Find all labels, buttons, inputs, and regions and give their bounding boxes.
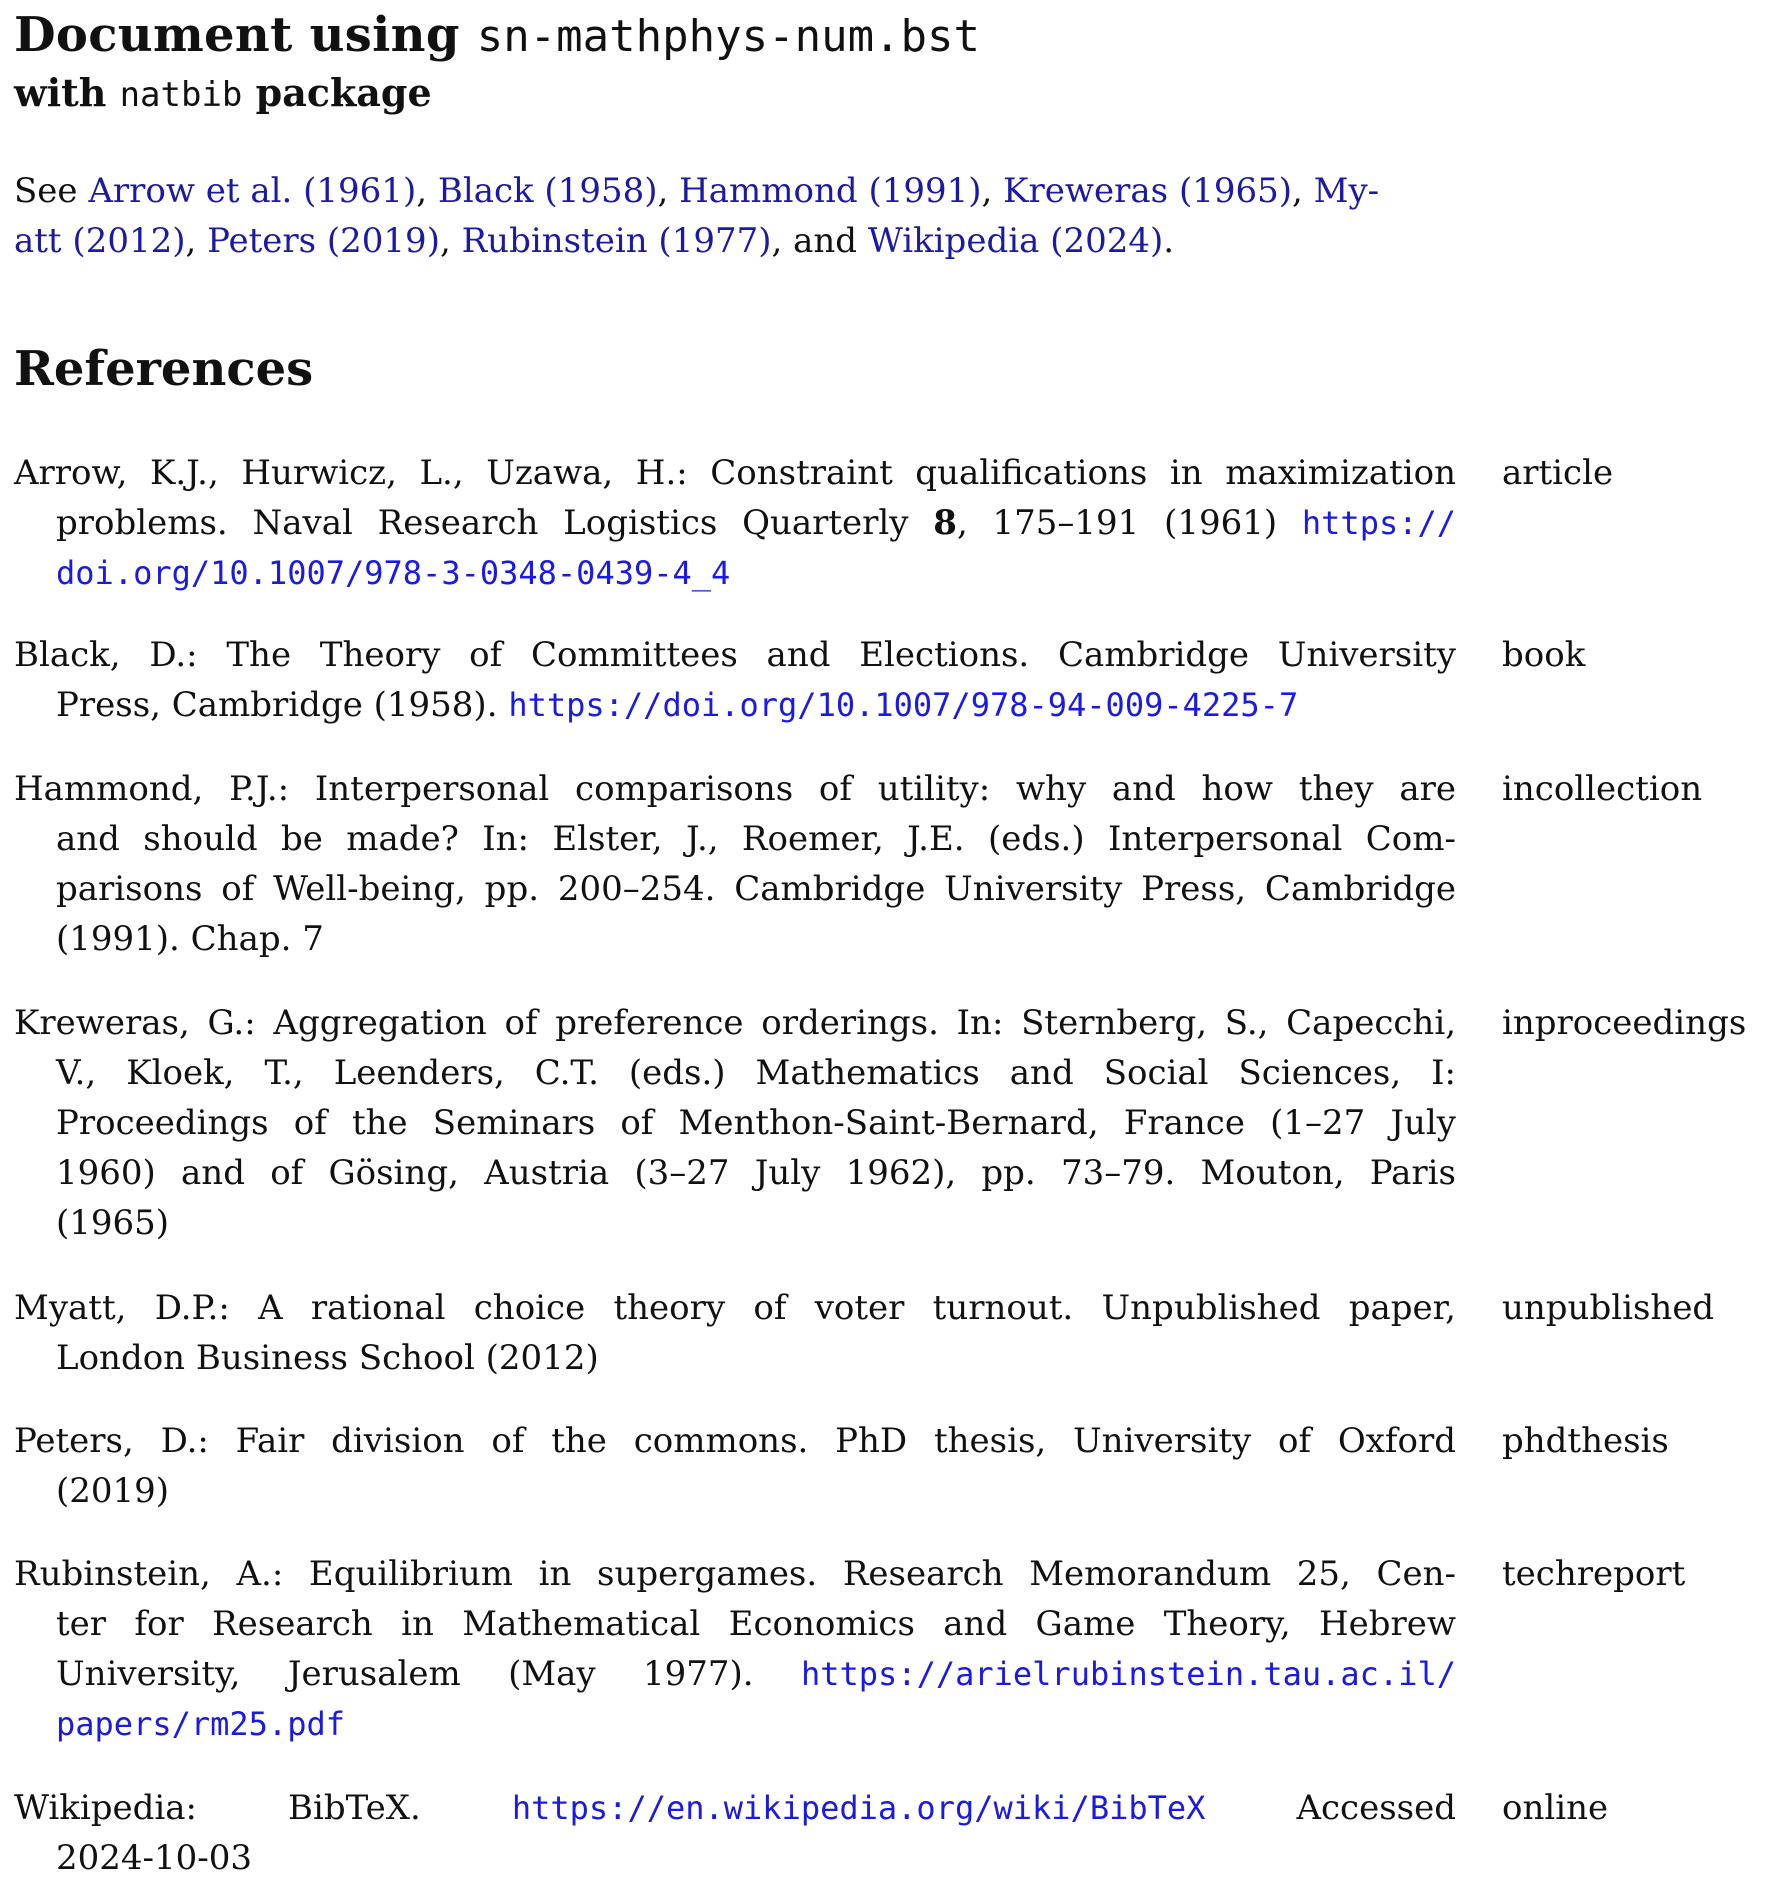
entry-type-label: book <box>1502 635 1586 675</box>
reference-line: Peters, D.: Fair division of the commons. PhD thesis, University of Oxford <box>14 1421 1456 1461</box>
reference-line: problems. Naval Research Logistics Quarterly 8, 175–191 (1961) https:// <box>56 503 1457 543</box>
reference-text <box>14 1549 1456 1749</box>
entry-type-label: incollection <box>1502 769 1703 809</box>
reference-rubinstein <box>14 1549 1754 1749</box>
reference-url-part2[interactable]: doi.org/10.1007/978-3-0348-0439-4_4 <box>56 554 731 592</box>
reference-kreweras <box>14 998 1754 1248</box>
entry-type-label: phdthesis <box>1502 1421 1669 1461</box>
reference-text <box>14 998 1456 1248</box>
citation-myatt-part2[interactable]: att (2012) <box>14 221 186 261</box>
citation-black[interactable]: Black (1958) <box>437 171 658 211</box>
reference-line: 2024-10-03 <box>56 1838 253 1878</box>
reference-line: Myatt, D.P.: A rational choice theory of voter turnout. Unpublished paper, <box>14 1288 1456 1328</box>
reference-line: and should be made? In: Elster, J., Roemer, J.E. (eds.) Interpersonal Com- <box>56 819 1456 859</box>
entry-type-label: online <box>1502 1788 1609 1828</box>
entry-type-label: article <box>1502 453 1614 493</box>
reference-line: University, Jerusalem (May 1977). https://arielrubinstein.tau.ac.il/ <box>56 1654 1456 1694</box>
entry-type-label: techreport <box>1502 1554 1686 1594</box>
entry-type-label: unpublished <box>1502 1288 1715 1328</box>
reference-line: (1965) <box>56 1203 170 1243</box>
reference-line <box>14 1699 1456 1749</box>
reference-line: Press, Cambridge (1958). https://doi.org/10.1007/978-94-009-4225-7 <box>56 685 1299 725</box>
entry-type-label: inproceedings <box>1502 1003 1747 1043</box>
reference-line: 1960) and of Gösing, Austria (3–27 July 1962), pp. 73–79. Mouton, Paris <box>56 1153 1456 1193</box>
reference-text <box>14 1416 1456 1516</box>
reference-peters <box>14 1416 1754 1516</box>
reference-url-part1[interactable]: https:// <box>1301 504 1457 542</box>
reference-line <box>14 548 1456 598</box>
citation-hammond[interactable]: Hammond (1991) <box>679 171 982 211</box>
reference-arrow <box>14 448 1754 598</box>
reference-line: (2019) <box>56 1471 170 1511</box>
reference-url-part1[interactable]: https://arielrubinstein.tau.ac.il/ <box>800 1655 1456 1693</box>
reference-line: London Business School (2012) <box>56 1338 599 1378</box>
citation-rubinstein[interactable]: Rubinstein (1977) <box>461 221 772 261</box>
intro-see: See <box>14 171 89 211</box>
intro-paragraph <box>14 166 1456 266</box>
reference-wikipedia <box>14 1783 1754 1883</box>
subtitle-prefix: with <box>14 70 120 115</box>
citation-wikipedia[interactable]: Wikipedia (2024) <box>867 221 1164 261</box>
reference-line: Wikipedia: BibTeX. https://en.wikipedia.org/wiki/BibTeX Accessed <box>14 1788 1456 1828</box>
reference-line: ter for Research in Mathematical Economics and Game Theory, Hebrew <box>56 1604 1456 1644</box>
citation-arrow[interactable]: Arrow et al. (1961) <box>88 171 417 211</box>
document-subtitle <box>14 70 432 118</box>
reference-line: Hammond, P.J.: Interpersonal comparisons of utility: why and how they are <box>14 769 1456 809</box>
reference-myatt <box>14 1283 1754 1383</box>
intro-line-1: See Arrow et al. (1961), Black (1958), Hammond (1991), Kreweras (1965), My- <box>14 171 1380 211</box>
reference-volume: 8 <box>933 503 957 543</box>
reference-line: (1991). Chap. 7 <box>56 919 324 959</box>
citation-kreweras[interactable]: Kreweras (1965) <box>1003 171 1293 211</box>
reference-line: Black, D.: The Theory of Committees and Elections. Cambridge University <box>14 635 1456 675</box>
subtitle-code: natbib <box>119 75 243 115</box>
reference-line: Rubinstein, A.: Equilibrium in supergames. Research Memorandum 25, Cen- <box>14 1554 1456 1594</box>
intro-period: . <box>1163 221 1175 261</box>
reference-text <box>14 448 1456 598</box>
reference-line: Kreweras, G.: Aggregation of preference orderings. In: Sternberg, S., Capecchi, <box>14 1003 1456 1043</box>
reference-text <box>14 630 1456 730</box>
title-prefix: Document using <box>14 7 477 63</box>
intro-line-2: att (2012), Peters (2019), Rubinstein (1977), and Wikipedia (2024). <box>14 221 1175 261</box>
reference-line: V., Kloek, T., Leenders, C.T. (eds.) Mathematics and Social Sciences, I: <box>56 1053 1456 1093</box>
title-code: sn-mathphys-num.bst <box>476 11 981 62</box>
document-title <box>14 6 980 66</box>
intro-conjunction: , and <box>771 221 868 261</box>
reference-url[interactable]: https://doi.org/10.1007/978-94-009-4225-7 <box>508 686 1299 724</box>
subtitle-suffix: package <box>242 70 432 115</box>
reference-line: Arrow, K.J., Hurwicz, L., Uzawa, H.: Constraint qualifications in maximization <box>14 453 1456 493</box>
reference-text <box>14 1283 1456 1383</box>
reference-text <box>14 764 1456 964</box>
reference-black <box>14 630 1754 730</box>
citation-myatt-part1[interactable]: My- <box>1313 171 1380 211</box>
reference-url[interactable]: https://en.wikipedia.org/wiki/BibTeX <box>511 1789 1206 1827</box>
references-heading: References <box>14 341 314 397</box>
reference-text <box>14 1783 1456 1883</box>
reference-hammond <box>14 764 1754 964</box>
reference-line: parisons of Well-being, pp. 200–254. Cambridge University Press, Cambridge <box>56 869 1456 909</box>
reference-url-part2[interactable]: papers/rm25.pdf <box>56 1705 345 1743</box>
reference-line: Proceedings of the Seminars of Menthon-Saint-Bernard, France (1–27 July <box>56 1103 1456 1143</box>
citation-peters[interactable]: Peters (2019) <box>207 221 440 261</box>
